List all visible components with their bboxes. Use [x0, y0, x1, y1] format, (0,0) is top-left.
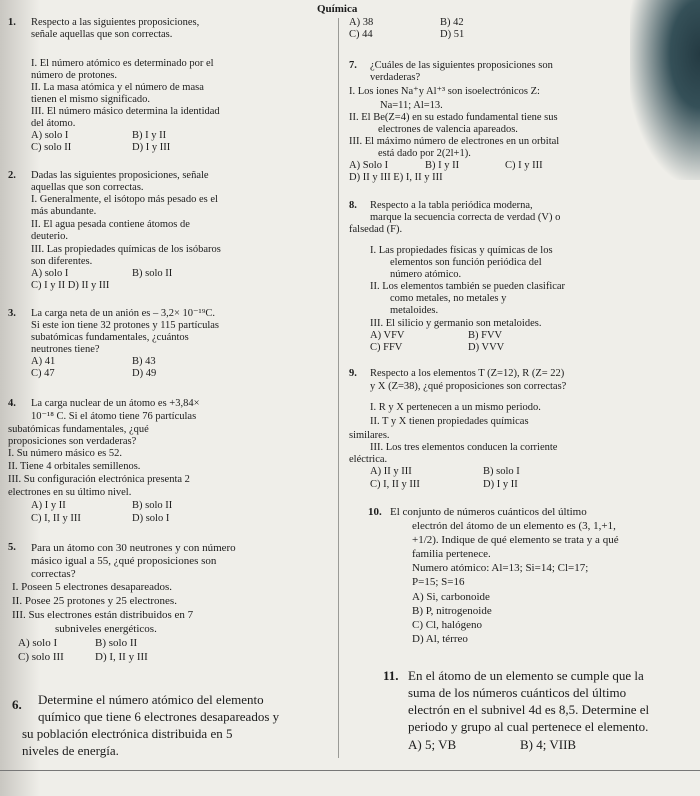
- q1-option-c: C) solo II: [31, 142, 72, 153]
- q8-option-c: C) FFV: [370, 342, 403, 353]
- q5-prop-3b: subniveles energéticos.: [55, 623, 157, 635]
- q1-option-c-right: C) 44: [349, 29, 373, 40]
- q4-stem-2: 10⁻¹⁸ C. Si el átomo tiene 76 partículas: [31, 411, 197, 422]
- q10-stem-6: P=15; S=16: [412, 576, 465, 588]
- q4-prop-1: I. Su número másico es 52.: [8, 448, 123, 459]
- q11-stem-2: suma de los números cuánticos del último: [408, 685, 627, 700]
- q1-option-a: A) solo I: [31, 130, 69, 141]
- q8-number: 8.: [349, 200, 357, 211]
- q4-option-d: D) solo I: [132, 513, 170, 524]
- q2-stem-2: aquellas que son correctas.: [31, 182, 144, 193]
- q5-option-d: D) I, II y III: [95, 651, 148, 663]
- q1-option-d-right: D) 51: [440, 29, 465, 40]
- q10-option-d: D) Al, térreo: [412, 633, 468, 645]
- q6-stem-4: niveles de energía.: [22, 743, 119, 758]
- q3-option-b: B) 43: [132, 356, 156, 367]
- q2-prop-3b: son diferentes.: [31, 256, 93, 267]
- q5-option-c: C) solo III: [18, 651, 64, 663]
- q4-number: 4.: [8, 398, 16, 409]
- q9-stem-2: y X (Z=38), ¿qué proposiciones son correctas?: [370, 381, 567, 392]
- q9-option-c: C) I, II y III: [370, 479, 420, 490]
- q1-stem-2: señale aquellas que son correctas.: [31, 29, 173, 40]
- q3-option-d: D) 49: [132, 368, 157, 379]
- q7-option-de: D) II y III E) I, II y III: [349, 172, 443, 183]
- q8-prop-3: III. El silicio y germanio son metaloides.: [370, 318, 542, 329]
- q1-prop-1b: número de protones.: [31, 70, 118, 81]
- q11-stem-4: periodo y grupo al cual pertenece el elemento.: [408, 719, 649, 734]
- q7-prop-3b: está dado por 2(2l+1).: [378, 148, 471, 159]
- q7-prop-2b: electrones de valencia apareados.: [378, 124, 518, 135]
- q8-option-d: D) VVV: [468, 342, 505, 353]
- q7-number: 7.: [349, 60, 357, 71]
- q3-stem-1: La carga neta de un anión es – 3,2× 10⁻¹⁹C.: [31, 308, 215, 319]
- q7-stem-1: ¿Cuáles de las siguientes proposiciones son: [370, 60, 553, 71]
- q3-stem-4: neutrones tiene?: [31, 344, 100, 355]
- q6-stem-3: su población electrónica distribuida en 5: [22, 726, 233, 741]
- q4-stem-1: La carga nuclear de un átomo es +3,84×: [31, 398, 200, 409]
- q1-prop-2b: tienen el mismo significado.: [31, 94, 150, 105]
- q3-option-c: C) 47: [31, 368, 55, 379]
- q1-option-d: D) I y III: [132, 142, 171, 153]
- background-object: [630, 0, 700, 180]
- q8-prop-1b: elementos son función periódica del: [390, 257, 542, 268]
- q10-option-c: C) Cl, halógeno: [412, 619, 482, 631]
- q2-stem-1: Dadas las siguientes proposiciones, señale: [31, 170, 209, 181]
- q9-option-a: A) II y III: [370, 466, 412, 477]
- q6-number: 6.: [12, 697, 22, 712]
- q1-prop-1a: I. El número atómico es determinado por el: [31, 58, 214, 69]
- q1-number: 1.: [8, 17, 16, 28]
- q9-prop-1: I. R y X pertenecen a un mismo periodo.: [370, 402, 541, 413]
- q2-prop-3a: III. Las propiedades químicas de los isóbaros: [31, 244, 221, 255]
- q8-prop-2a: II. Los elementos también se pueden clasificar: [370, 281, 566, 292]
- q1-option-b-right: B) 42: [440, 17, 464, 28]
- q9-prop-2a: II. T y X tienen propiedades químicas: [370, 416, 529, 427]
- q11-stem-1: En el átomo de un elemento se cumple que la: [408, 668, 644, 683]
- q10-number: 10.: [368, 506, 382, 518]
- q10-option-b: B) P, nitrogenoide: [412, 605, 492, 617]
- q8-prop-1a: I. Las propiedades físicas y químicas de los: [370, 245, 553, 256]
- q10-stem-4: familia pertenece.: [412, 548, 491, 560]
- q7-option-c: C) I y III: [505, 160, 543, 171]
- q5-number: 5.: [8, 542, 16, 553]
- column-divider: [338, 18, 339, 758]
- q7-option-b: B) I y II: [425, 160, 460, 171]
- q9-option-d: D) I y II: [483, 479, 518, 490]
- q3-stem-3: subatómicas fundamentales, ¿cuántos: [31, 332, 189, 343]
- q10-stem-5: Numero atómico: Al=13; Si=14; Cl=17;: [412, 562, 589, 574]
- q4-option-c: C) I, II y III: [31, 513, 81, 524]
- q2-prop-2b: deuterio.: [31, 231, 69, 242]
- q1-prop-2a: II. La masa atómica y el número de masa: [31, 82, 204, 93]
- q9-stem-1: Respecto a los elementos T (Z=12), R (Z= 22): [370, 368, 565, 379]
- q10-stem-2: electrón del átomo de un elemento es (3, 1,+1,: [412, 520, 616, 532]
- q9-prop-2b: similares.: [349, 430, 390, 441]
- q8-stem-1: Respecto a la tabla periódica moderna,: [370, 200, 533, 211]
- q10-option-a: A) Si, carbonoide: [412, 591, 490, 603]
- q4-stem-4: proposiciones son verdaderas?: [8, 436, 137, 447]
- q1-prop-3b: del átomo.: [31, 118, 76, 129]
- q9-number: 9.: [349, 368, 357, 379]
- q1-stem-1: Respecto a las siguientes proposiciones,: [31, 17, 200, 28]
- q4-prop-3a: III. Su configuración electrónica presenta 2: [8, 474, 190, 485]
- q2-prop-1a: I. Generalmente, el isótopo más pesado es el: [31, 194, 218, 205]
- q8-stem-3: falsedad (F).: [349, 224, 403, 235]
- q8-prop-2c: metaloides.: [390, 305, 439, 316]
- q2-prop-1b: más abundante.: [31, 206, 97, 217]
- q5-stem-2: másico igual a 55, ¿qué proposiciones son: [31, 555, 217, 567]
- q5-option-b: B) solo II: [95, 637, 138, 649]
- q7-prop-2a: II. El Be(Z=4) en su estado fundamental tiene sus: [349, 112, 558, 123]
- q2-option-b: B) solo II: [132, 268, 173, 279]
- q3-number: 3.: [8, 308, 16, 319]
- q11-number: 11.: [383, 668, 399, 683]
- q2-option-cd: C) I y II D) II y III: [31, 280, 110, 291]
- q2-option-a: A) solo I: [31, 268, 69, 279]
- q4-option-b: B) solo II: [132, 500, 173, 511]
- q9-prop-3a: III. Los tres elementos conducen la corriente: [370, 442, 558, 453]
- q4-option-a: A) I y II: [31, 500, 66, 511]
- q11-option-b: B) 4; VIIB: [520, 737, 577, 752]
- q8-prop-1c: número atómico.: [390, 269, 462, 280]
- q7-prop-3a: III. El máximo número de electrones en un orbital: [349, 136, 560, 147]
- q7-prop-1b: Na=11; Al=13.: [380, 100, 443, 111]
- q2-prop-2a: II. El agua pesada contiene átomos de: [31, 219, 190, 230]
- q3-option-a: A) 41: [31, 356, 56, 367]
- q5-option-a: A) solo I: [18, 637, 58, 649]
- q9-option-b: B) solo I: [483, 466, 520, 477]
- page-title: Química: [317, 3, 358, 15]
- q5-stem-1: Para un átomo con 30 neutrones y con número: [31, 542, 236, 554]
- q2-number: 2.: [8, 170, 16, 181]
- q7-stem-2: verdaderas?: [370, 72, 421, 83]
- q1-option-b: B) I y II: [132, 130, 167, 141]
- q5-prop-2: II. Posee 25 protones y 25 electrones.: [12, 595, 177, 607]
- q4-stem-3: subatómicas fundamentales, ¿qué: [8, 424, 149, 435]
- q11-option-a: A) 5; VB: [408, 737, 457, 752]
- q8-option-a: A) VFV: [370, 330, 405, 341]
- q4-prop-2: II. Tiene 4 orbitales semillenos.: [8, 461, 141, 472]
- q10-stem-1: El conjunto de números cuánticos del último: [390, 506, 587, 518]
- q8-stem-2: marque la secuencia correcta de verdad (V) o: [370, 212, 561, 223]
- page-bottom-edge: [0, 770, 700, 771]
- q5-stem-3: correctas?: [31, 568, 76, 580]
- q6-stem-2: químico que tiene 6 electrones desapareados y: [38, 709, 280, 724]
- q7-prop-1a: I. Los iones Na⁺y Al⁺³ son isoelectrónicos Z:: [349, 86, 540, 97]
- q4-prop-3b: electrones en su último nivel.: [8, 487, 132, 498]
- q11-stem-3: electrón en el subnivel 4d es 8,5. Determine el: [408, 702, 650, 717]
- q9-prop-3b: eléctrica.: [349, 454, 388, 465]
- q1-prop-3a: III. El número másico determina la identidad: [31, 106, 220, 117]
- q5-prop-3a: III. Sus electrones están distribuidos en 7: [12, 609, 194, 621]
- q8-prop-2b: como metales, no metales y: [390, 293, 507, 304]
- q8-option-b: B) FVV: [468, 330, 503, 341]
- q3-stem-2: Si este ion tiene 32 protones y 115 partículas: [31, 320, 219, 331]
- q6-stem-1: Determine el número atómico del elemento: [38, 692, 264, 707]
- q5-prop-1: I. Poseen 5 electrones desapareados.: [12, 581, 173, 593]
- q10-stem-3: +1/2). Indique de qué elemento se trata y a qué: [412, 534, 619, 546]
- q7-option-a: A) Solo I: [349, 160, 389, 171]
- q1-option-a-right: A) 38: [349, 17, 374, 28]
